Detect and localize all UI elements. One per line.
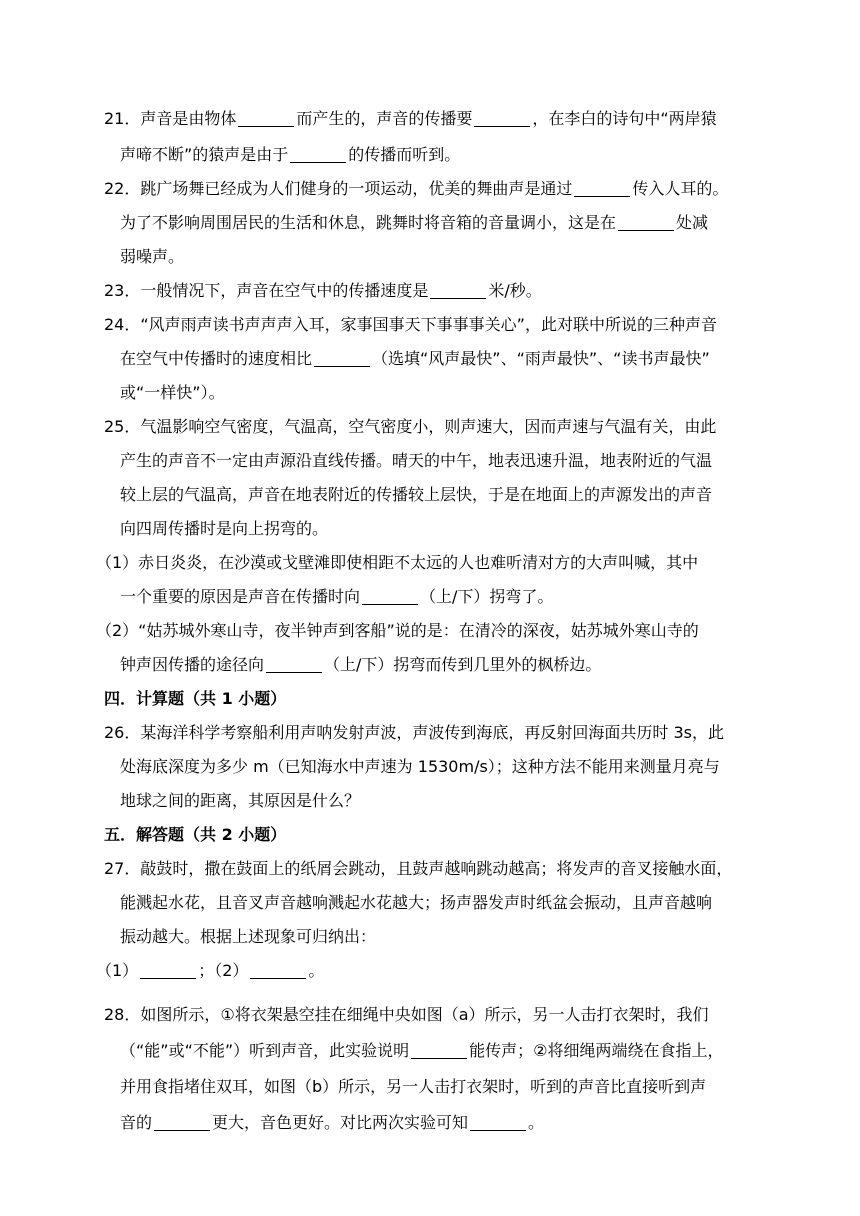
question-25-sub1-line-1	[96, 552, 860, 574]
text: 处减	[676, 213, 709, 232]
section-heading-calculation: 四．计算题（共 1 小题）	[104, 689, 287, 708]
section-heading-answer: 五．解答题（共 2 小题）	[104, 825, 287, 844]
question-25-sub1-line-2	[120, 586, 860, 608]
question-25-sub2-line-2	[120, 654, 860, 676]
text: 25．气温影响空气密度，气温高，空气密度小，则声速大，因而声速与气温有关，由此	[104, 417, 717, 436]
answer-blank	[314, 350, 370, 367]
answer-blank	[470, 1114, 526, 1131]
question-22-line-2	[120, 212, 860, 234]
question-25-line-2	[120, 450, 860, 472]
question-27-line-4	[96, 960, 860, 982]
text: （上/下）拐弯而传到几里外的枫桥边。	[324, 655, 602, 674]
question-28-line-4	[120, 1112, 860, 1134]
answer-blank	[430, 282, 486, 299]
answer-blank	[574, 180, 630, 197]
text: 钟声因传播的途径向	[120, 655, 265, 674]
question-26-line-2	[120, 756, 860, 778]
text: （“能”或“不能”）听到声音，此实验说明	[120, 1041, 410, 1060]
question-26-line-1	[104, 722, 860, 744]
text: （选填“风声最快”、“雨声最快”、“读书声最快”	[372, 349, 710, 368]
text: （1）赤日炎炎，在沙漠或戈壁滩即使相距不太远的人也难听清对方的大声叫喊，其中	[96, 553, 699, 572]
text: 并用食指堵住双耳，如图（b）所示，另一人击打衣架时，听到的声音比直接听到声	[120, 1077, 707, 1096]
text: 23．一般情况下，声音在空气中的传播速度是	[104, 281, 429, 300]
question-25-line-3	[120, 484, 860, 506]
question-26-line-3	[120, 790, 860, 812]
text: 。	[308, 961, 325, 980]
question-28-line-3	[120, 1076, 860, 1098]
answer-blank	[266, 656, 322, 673]
text: ；（2）	[198, 961, 249, 980]
text: 26．某海洋科学考察船利用声呐发射声波，声波传到海底，再反射回海面共历时 3s，此	[104, 723, 724, 742]
answer-blank	[474, 110, 530, 127]
question-21-line-1	[104, 108, 860, 130]
question-24-line-3	[120, 382, 860, 404]
answer-blank	[290, 146, 346, 163]
text: （2）“姑苏城外寒山寺，夜半钟声到客船”说的是：在清冷的深夜，姑苏城外寒山寺的	[96, 621, 699, 640]
answer-blank	[618, 214, 674, 231]
answer-blank	[154, 1114, 210, 1131]
text: 或“一样快”）。	[120, 383, 225, 402]
text: 更大，音色更好。对比两次实验可知	[212, 1113, 469, 1132]
text: 在空气中传播时的速度相比	[120, 349, 313, 368]
text: 22．跳广场舞已经成为人们健身的一项运动，优美的舞曲声是通过	[104, 179, 573, 198]
text: 传入人耳的。	[632, 179, 729, 198]
text: 米/秒。	[488, 281, 542, 300]
text: 为了不影响周围居民的生活和休息，跳舞时将音箱的音量调小，这是在	[120, 213, 617, 232]
question-24-line-2	[120, 348, 860, 370]
answer-blank	[362, 588, 418, 605]
text: （1）	[96, 961, 139, 980]
text: ，在李白的诗句中“两岸猿	[532, 109, 717, 128]
answer-blank	[250, 962, 306, 979]
answer-blank	[411, 1042, 467, 1059]
text: （上/下）拐弯了。	[420, 587, 554, 606]
text: 的传播而听到。	[348, 145, 461, 164]
text: 较上层的气温高，声音在地表附近的传播较上层快，于是在地面上的声源发出的声音	[120, 485, 713, 504]
text: 。	[528, 1113, 545, 1132]
question-21-line-2	[120, 144, 860, 166]
text: 能传声；②将细绳两端绕在食指上，	[469, 1041, 724, 1060]
text: 向四周传播时是向上拐弯的。	[120, 519, 329, 538]
text: 24．“风声雨声读书声声声入耳，家事国事天下事事事关心”，此对联中所说的三种声音	[104, 315, 717, 334]
text: 一个重要的原因是声音在传播时向	[120, 587, 361, 606]
question-27-line-3	[120, 926, 860, 948]
answer-blank	[238, 110, 294, 127]
question-25-line-4	[120, 518, 860, 540]
text: 处海底深度为多少 m（已知海水中声速为 1530m/s）；这种方法不能用来测量月亮与	[120, 757, 720, 776]
text: 27．敲鼓时，撒在鼓面上的纸屑会跳动，且鼓声越响跳动越高；将发声的音叉接触水面，	[104, 859, 733, 878]
text: 声啼不断”的猿声是由于	[120, 145, 289, 164]
text: 产生的声音不一定由声源沿直线传播。晴天的中午，地表迅速升温，地表附近的气温	[120, 451, 713, 470]
text: 振动越大。根据上述现象可归纳出：	[120, 927, 377, 946]
question-27-line-2	[120, 892, 860, 914]
question-24-line-1	[104, 314, 860, 336]
answer-blank	[140, 962, 196, 979]
text: 而产生的，声音的传播要	[296, 109, 473, 128]
question-22-line-1	[104, 178, 860, 200]
question-28-line-1	[104, 1004, 860, 1026]
question-25-line-1	[104, 416, 860, 438]
text: 地球之间的距离，其原因是什么？	[120, 791, 361, 810]
question-25-sub2-line-1	[96, 620, 860, 642]
question-27-line-1	[104, 858, 860, 880]
text: 能溅起水花，且音叉声音越响溅起水花越大；扬声器发声时纸盆会振动，且声音越响	[120, 893, 713, 912]
text: 音的	[120, 1113, 153, 1132]
question-23	[104, 280, 860, 302]
text: 21．声音是由物体	[104, 109, 237, 128]
text: 弱噪声。	[120, 247, 185, 266]
question-28-line-2	[120, 1040, 860, 1062]
question-22-line-3	[120, 246, 860, 268]
text: 28．如图所示，①将衣架悬空挂在细绳中央如图（a）所示，另一人击打衣架时，我们	[104, 1005, 709, 1024]
